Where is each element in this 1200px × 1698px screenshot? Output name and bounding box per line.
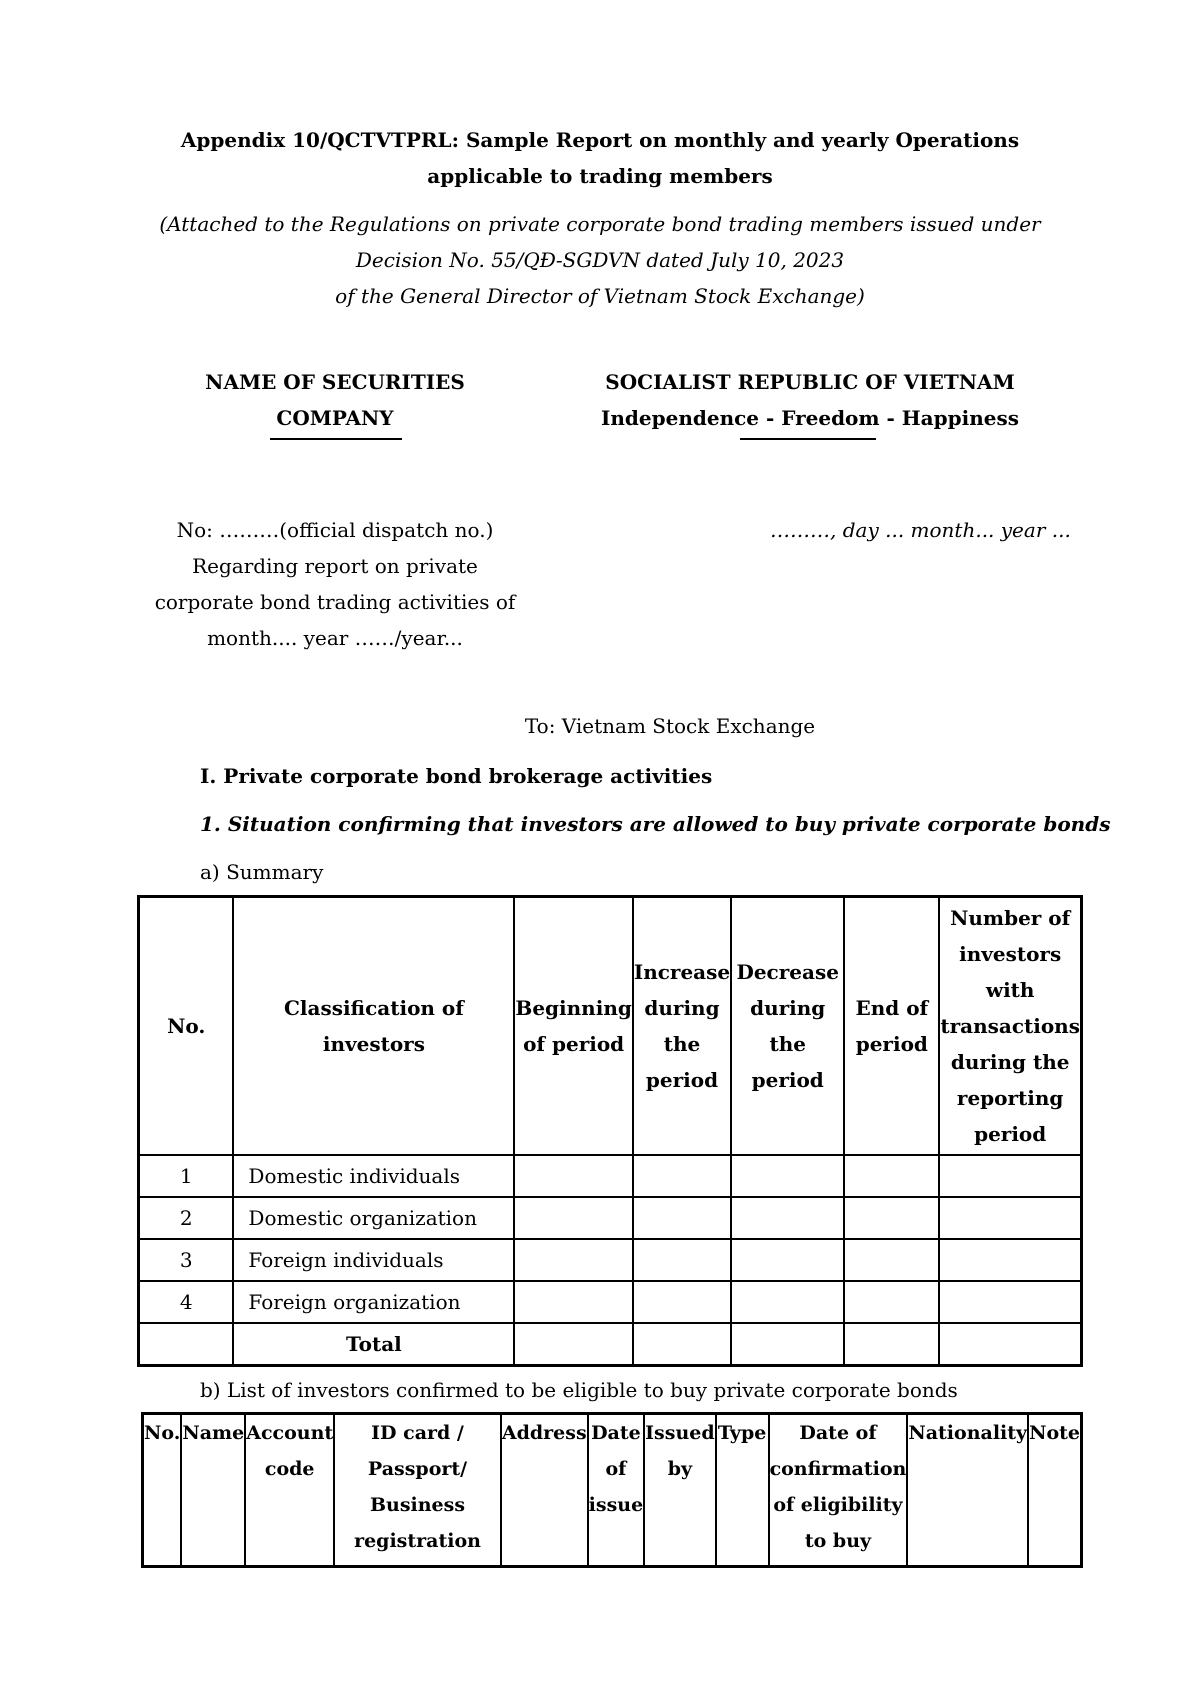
company-underline — [270, 438, 402, 440]
list-header-address: Address — [501, 1414, 588, 1567]
cell-empty — [844, 1197, 939, 1239]
header-investors-with-transactions: Number of investors with transactions during the reporting period — [939, 897, 1081, 1155]
row-no: 3 — [139, 1239, 234, 1281]
header-no: No. — [139, 897, 234, 1155]
total-label: Total — [233, 1323, 514, 1366]
cell-empty — [844, 1239, 939, 1281]
cell-empty — [633, 1323, 731, 1366]
motto-underline — [740, 438, 876, 440]
investor-list-table — [141, 1412, 1083, 1568]
list-header-name: Name — [181, 1414, 245, 1567]
appendix-title-line2: applicable to trading members — [427, 164, 773, 188]
row-classification: Foreign organization — [233, 1281, 514, 1323]
company-name-line1: NAME OF SECURITIES — [205, 370, 465, 394]
regarding-line1: Regarding report on private — [192, 554, 478, 578]
header-beginning: Beginning of period — [514, 897, 632, 1155]
summary-label: a) Summary — [200, 860, 324, 884]
date-line: ………, day ... month... year ... — [770, 518, 1071, 542]
list-label: b) List of investors confirmed to be eligible to buy private corporate bonds — [200, 1378, 958, 1402]
cell-empty — [844, 1281, 939, 1323]
row-classification: Domestic individuals — [233, 1155, 514, 1197]
header-end: End of period — [844, 897, 939, 1155]
table-row — [139, 1197, 1082, 1239]
table-row — [139, 1281, 1082, 1323]
list-header-type: Type — [716, 1414, 769, 1567]
attached-note-line1: (Attached to the Regulations on private corporate bond trading members issued under — [159, 212, 1041, 236]
list-header-issued-by: Issued by — [644, 1414, 715, 1567]
company-name-line2: COMPANY — [276, 406, 394, 430]
header-increase: Increase during the period — [633, 897, 731, 1155]
row-classification: Domestic organization — [233, 1197, 514, 1239]
cell-empty — [844, 1155, 939, 1197]
section-heading: I. Private corporate bond brokerage activities — [200, 764, 713, 788]
attached-note-line2: Decision No. 55/QĐ-SGDVN dated July 10, 2023 — [355, 248, 845, 272]
row-classification: Foreign individuals — [233, 1239, 514, 1281]
row-no: 1 — [139, 1155, 234, 1197]
list-header-account-code: Account code — [245, 1414, 334, 1567]
list-header-date-of-issue: Date of issue — [588, 1414, 645, 1567]
cell-empty — [844, 1323, 939, 1366]
cell-empty — [731, 1281, 844, 1323]
summary-table — [137, 895, 1083, 1367]
cell-empty — [139, 1323, 234, 1366]
attached-note-line3: of the General Director of Vietnam Stock Exchange) — [335, 284, 865, 308]
row-no: 4 — [139, 1281, 234, 1323]
appendix-title-line1: Appendix 10/QCTVTPRL: Sample Report on monthly and yearly Operations — [180, 128, 1020, 152]
table-row — [139, 1155, 1082, 1197]
cell-empty — [633, 1239, 731, 1281]
cell-empty — [731, 1323, 844, 1366]
cell-empty — [514, 1281, 632, 1323]
cell-empty — [633, 1155, 731, 1197]
cell-empty — [939, 1239, 1081, 1281]
cell-empty — [633, 1197, 731, 1239]
cell-empty — [731, 1239, 844, 1281]
nation-motto: Independence - Freedom - Happiness — [601, 406, 1019, 430]
cell-empty — [939, 1197, 1081, 1239]
cell-empty — [939, 1281, 1081, 1323]
cell-empty — [939, 1155, 1081, 1197]
header-decrease: Decrease during the period — [731, 897, 844, 1155]
list-header-nationality: Nationality — [907, 1414, 1028, 1567]
cell-empty — [939, 1323, 1081, 1366]
header-classification: Classification of investors — [233, 897, 514, 1155]
regarding-line3: month.... year ……/year... — [207, 626, 463, 650]
regarding-line2: corporate bond trading activities of — [154, 590, 516, 614]
row-no: 2 — [139, 1197, 234, 1239]
cell-empty — [514, 1323, 632, 1366]
summary-header-row — [139, 897, 1082, 1155]
cell-empty — [514, 1197, 632, 1239]
list-header-note: Note — [1028, 1414, 1081, 1567]
cell-empty — [514, 1155, 632, 1197]
cell-empty — [514, 1239, 632, 1281]
dispatch-number: No: ………(official dispatch no.) — [176, 518, 494, 542]
table-row — [139, 1239, 1082, 1281]
cell-empty — [731, 1197, 844, 1239]
list-header-no: No. — [143, 1414, 182, 1567]
recipient-line: To: Vietnam Stock Exchange — [524, 714, 816, 738]
subsection-heading: 1. Situation confirming that investors are allowed to buy private corporate bonds — [200, 812, 1111, 836]
nation-name: SOCIALIST REPUBLIC OF VIETNAM — [605, 370, 1015, 394]
list-header-id-card: ID card / Passport/ Business registration — [334, 1414, 501, 1567]
cell-empty — [633, 1281, 731, 1323]
list-header-confirmation-date: Date of confirmation of eligibility to buy — [769, 1414, 908, 1567]
cell-empty — [731, 1155, 844, 1197]
total-row — [139, 1323, 1082, 1366]
list-header-row — [143, 1414, 1082, 1567]
